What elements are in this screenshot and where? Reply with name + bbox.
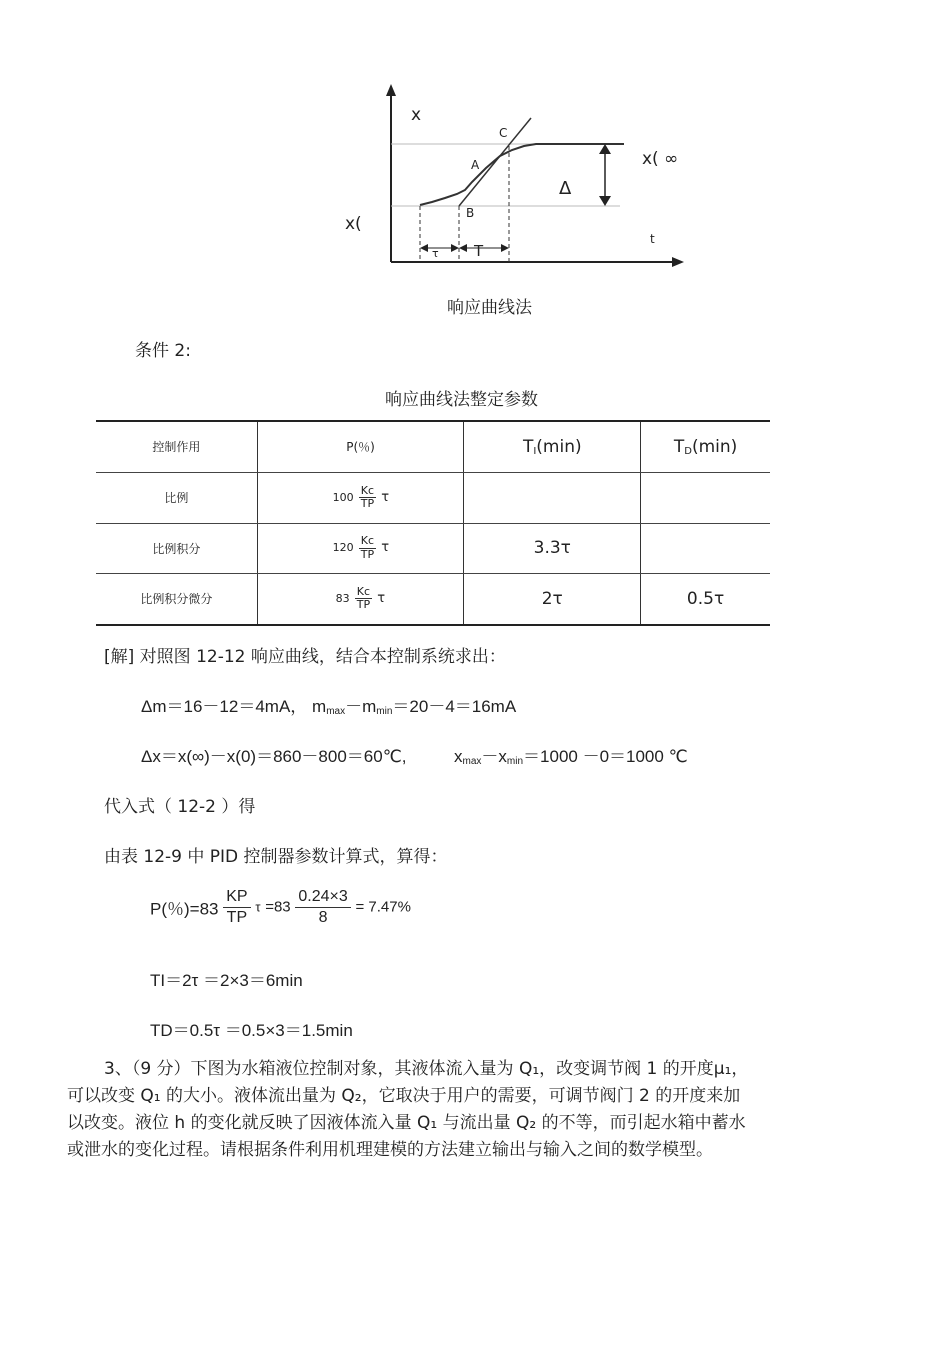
- condition-label: 条件 2:: [135, 341, 191, 361]
- ti-cell: 2τ: [464, 573, 641, 625]
- header-ti: $T_I(\min)$: [464, 421, 641, 472]
- delta-label: Δ: [559, 178, 572, 199]
- solution-intro: [解] 对照图 12-12 响应曲线，结合本控制系统求出：: [104, 647, 506, 667]
- problem3-line3: 以改变。液位 h 的变化就反映了因液体流入量 Q₁ 与流出量 Q₂ 的不等，而引起水箱中蓄水: [67, 1113, 746, 1133]
- p-formula-cell: 100 $\frac{Kc}{TP}$ τ: [257, 472, 464, 523]
- equation-delta-x: Δx＝x(∞)－x(0)＝860－800＝60℃, $x_{max}-x_{min}=1000 -0=1000$ ℃: [141, 747, 688, 767]
- td-cell: 0.5τ: [641, 573, 770, 625]
- row-label: 比例积分: [96, 523, 257, 573]
- tau-arrow-right-head: [451, 244, 459, 252]
- x-axis-arrow: [672, 257, 684, 267]
- tau-arrow-left-head: [420, 244, 428, 252]
- tuning-parameter-table: [96, 420, 770, 626]
- problem3-line4: 或泄水的变化过程。请根据条件利用机理建模的方法建立输出与输入之间的数学模型。: [67, 1140, 713, 1160]
- response-curve-figure: [0, 0, 950, 300]
- x-axis-label: t: [650, 232, 655, 246]
- equation-ti: TI＝2τ ＝2×3＝6min: [150, 971, 303, 990]
- ti-cell: 3.3τ: [464, 523, 641, 573]
- ti-cell: [464, 472, 641, 523]
- table-title: 响应曲线法整定参数: [385, 390, 538, 410]
- point-a-label: A: [471, 158, 480, 172]
- td-cell: [641, 472, 770, 523]
- table-row: [96, 472, 770, 523]
- problem3-line1: 3、（9 分）下图为水箱液位控制对象，其液体流入量为 Q₁，改变调节阀 1 的开度μ₁，: [104, 1059, 749, 1079]
- y-axis-label: x: [411, 105, 422, 125]
- row-label: 比例积分微分: [96, 573, 257, 625]
- delta-arrow-top-head: [599, 144, 611, 154]
- equation-td: TD＝0.5τ ＝0.5×3＝1.5min: [150, 1021, 353, 1040]
- header-td: $T_D(\min)$: [641, 421, 770, 472]
- table-row: [96, 523, 770, 573]
- y-axis-arrow: [386, 84, 396, 96]
- tau-label: τ: [432, 247, 439, 260]
- tangent-line: [459, 118, 531, 206]
- x-inf-label: x( ∞: [642, 149, 679, 169]
- T-arrow-left-head: [459, 244, 467, 252]
- p-formula-cell: 83 $\frac{Kc}{TP}$ τ: [257, 573, 464, 625]
- x0-label: x(: [345, 214, 362, 234]
- delta-arrow-bottom-head: [599, 196, 611, 206]
- table-row: [96, 573, 770, 625]
- point-c-label: C: [499, 126, 508, 140]
- from-table-text: 由表 12-9 中 PID 控制器参数计算式，算得：: [104, 847, 448, 867]
- row-label: 比例: [96, 472, 257, 523]
- td-cell: [641, 523, 770, 573]
- equation-delta-m: Δm＝16－12＝4mA， $m_{max}-m_{min}=20-4=16mA$: [141, 697, 517, 717]
- substitute-text: 代入式（ 12-2 ）得: [104, 797, 256, 817]
- response-curve: [420, 144, 624, 205]
- T-label: T: [474, 242, 484, 260]
- table-header-row: [96, 421, 770, 472]
- T-arrow-right-head: [501, 244, 509, 252]
- header-control-action: 控制作用: [96, 421, 257, 472]
- problem3-line2: 可以改变 Q₁ 的大小。液体流出量为 Q₂，它取决于用户的需要，可调节阀门 2 的开度来加: [67, 1086, 741, 1106]
- equation-p: P(％)=83 $\frac{KP}{TP}$ τ =83 $\frac{0.24\times 3}{8}$ = 7.47%: [150, 888, 411, 926]
- p-formula-cell: 120 $\frac{Kc}{TP}$ τ: [257, 523, 464, 573]
- figure-caption: 响应曲线法: [447, 298, 532, 318]
- point-b-label: B: [466, 206, 475, 220]
- header-p: P(％): [257, 421, 464, 472]
